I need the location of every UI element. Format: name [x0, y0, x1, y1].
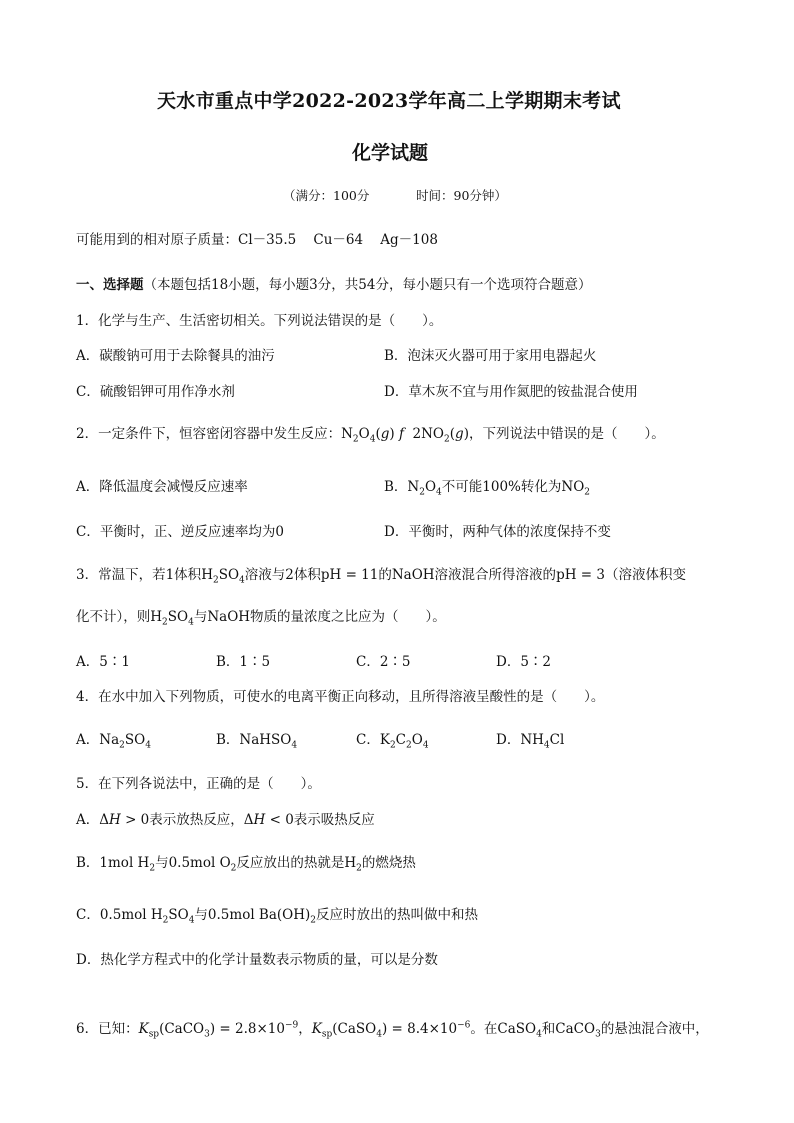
q5-option-b: B．1mol $H_2$与0.5mol $O_2$反应放出的热就是$H_2$的燃烧热	[76, 855, 416, 874]
q3-option-d: D．5∶2	[496, 654, 552, 670]
q1-option-c: C．硫酸铝钾可用作净水剂	[76, 384, 235, 400]
full-score: （满分：100分	[283, 188, 370, 203]
q3-stem-line1: 3．常温下，若1体积$H_2SO_4$溶液与2体积pH = 11的NaOH溶液混合所得溶液的pH = 3（溶液体积变	[76, 567, 686, 586]
q4-option-a: A．$Na_2SO_4$	[76, 732, 151, 751]
q4-stem: 4．在水中加入下列物质，可使水的电离平衡正向移动，且所得溶液呈酸性的是（ ）。	[76, 689, 605, 705]
q1-option-a: A．碳酸钠可用于去除餐具的油污	[76, 348, 275, 364]
q5-option-d: D．热化学方程式中的化学计量数表示物质的量，可以是分数	[76, 952, 438, 968]
atomic-mass-ag: Ag－108	[380, 232, 438, 248]
q6-stem: 6．已知：$K_{sp}(CaCO_3) = 2.8\times 10^{-9}$，$K_{sp}(CaSO_4) = 8.4\times 10^{-6}$。在CaSO$_4$和CaCO$_3$的悬浊混合液中，	[76, 1020, 709, 1040]
q3-option-c: C．2∶5	[356, 654, 411, 670]
q5-stem: 5．在下列各说法中，正确的是（ ）。	[76, 776, 321, 792]
q1-option-b: B．泡沫灭火器可用于家用电器起火	[384, 348, 597, 364]
q2-option-c: C．平衡时，正、逆反应速率均为0	[76, 524, 284, 540]
exam-subject: 化学试题	[352, 142, 429, 164]
q2-option-d: D．平衡时，两种气体的浓度保持不变	[384, 524, 611, 540]
q4-option-c: C．$K_2C_2O_4$	[356, 732, 429, 751]
atomic-mass-label: 可能用到的相对原子质量：	[76, 232, 238, 248]
exam-title: 天水市重点中学2022-2023学年高二上学期期末考试	[157, 90, 621, 112]
q2-option-b: B．$N_2O_4$不可能100%转化为$NO_2$	[384, 479, 591, 498]
q3-option-a: A．5∶1	[76, 654, 130, 670]
exam-time: 时间：90分钟）	[416, 188, 507, 203]
q5-option-c: C．0.5mol $H_2SO_4$与0.5mol $Ba(OH)_2$反应时放出的热叫做中和热	[76, 907, 479, 926]
q2-equation: $N_2O_4(g)$ f $2NO_2(g)$	[341, 426, 469, 445]
q3-option-b: B．1∶5	[216, 654, 271, 670]
q1-option-d: D．草木灰不宜与用作氮肥的铵盐混合使用	[384, 384, 638, 400]
section-heading	[76, 273, 591, 293]
q3-stem-line2: 化不计），则$H_2SO_4$与NaOH物质的量浓度之比应为（ ）。	[76, 609, 446, 628]
atomic-mass-cu: Cu－64	[313, 232, 364, 248]
q4-option-d: D．$NH_4Cl$	[496, 732, 565, 751]
q2-stem: 2．一定条件下，恒容密闭容器中发生反应：$N_2O_4(g)$ f $2NO_2(g)$，下列说法中错误的是（ ）。	[76, 426, 665, 445]
q1-stem: 1．化学与生产、生活密切相关。下列说法错误的是（ ）。	[76, 313, 443, 329]
q4-option-b: B．NaHSO$_4$	[216, 732, 298, 751]
atomic-mass-line	[76, 228, 438, 248]
q5-option-a: A．ΔH > 0表示放热反应，ΔH < 0表示吸热反应	[76, 812, 375, 828]
section-description: （本题包括18小题，每小题3分，共54分，每小题只有一个选项符合题意）	[143, 277, 592, 293]
q2-option-a: A．降低温度会减慢反应速率	[76, 479, 248, 495]
atomic-mass-cl: Cl－35.5	[238, 232, 297, 248]
section-title: 一、选择题	[76, 277, 144, 293]
